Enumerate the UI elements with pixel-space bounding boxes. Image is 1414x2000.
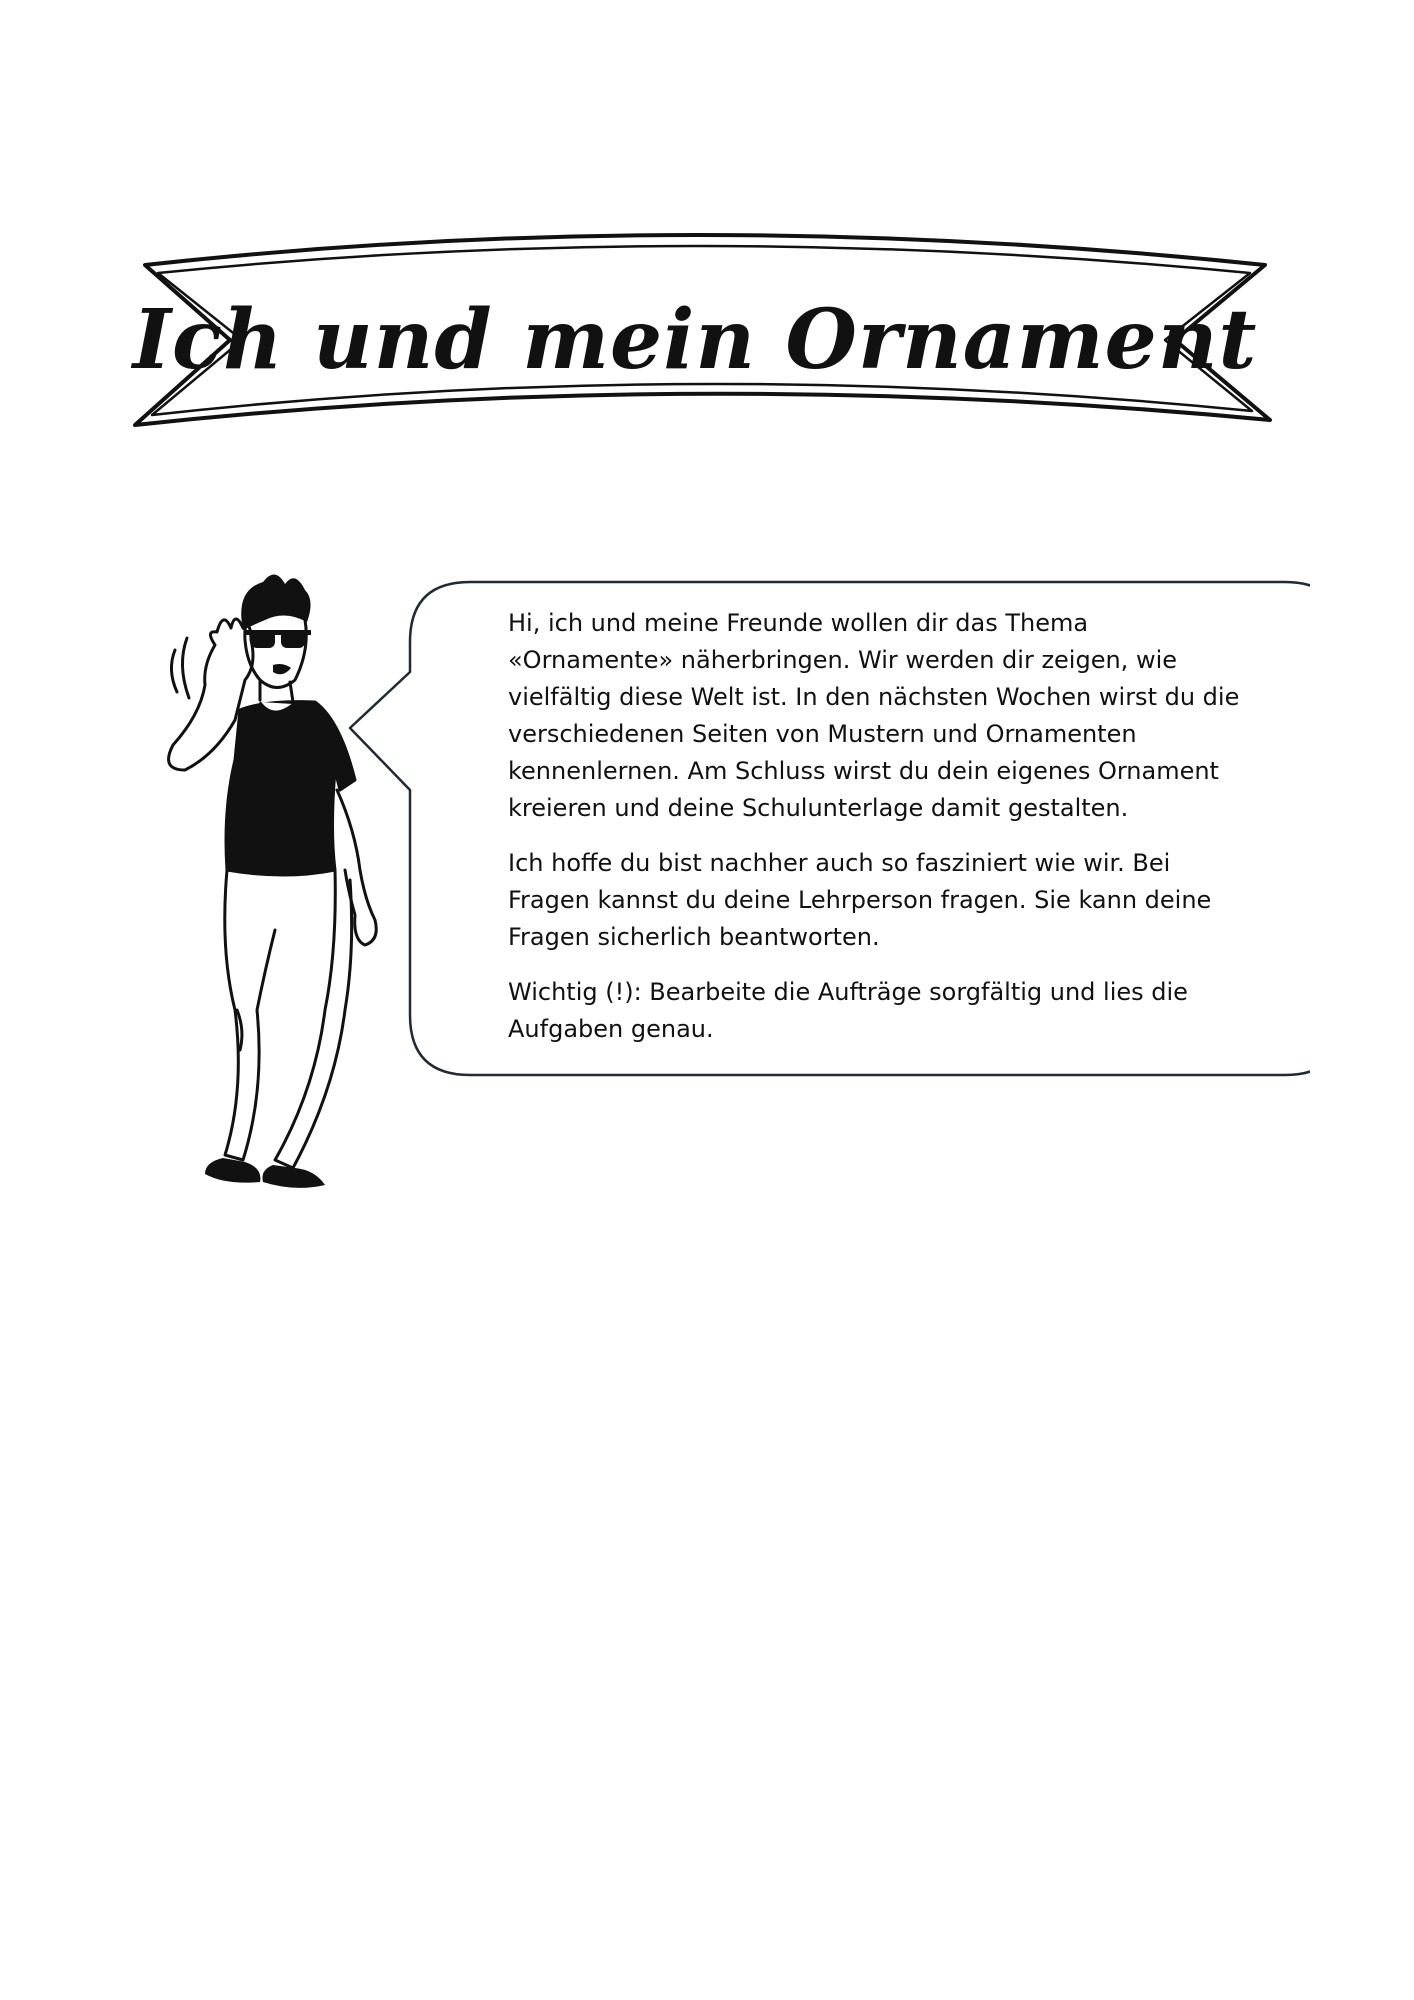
speech-bubble-text: [508, 605, 1248, 1066]
page-title: Ich und mein Ornament: [132, 292, 1258, 388]
hope-paragraph: Ich hoffe du bist nachher auch so fasziniert wie wir. Bei Fragen kannst du deine Lehrperson fragen. Sie kann deine Fragen sicherlich beantworten.: [508, 849, 1212, 951]
important-paragraph: Wichtig (!): Bearbeite die Aufträge sorgfältig und lies die Aufgaben genau.: [508, 978, 1188, 1043]
intro-paragraph: Hi, ich und meine Freunde wollen dir das Thema «Ornamente» näherbringen. Wir werden dir zeigen, wie vielfältig diese Welt ist. In den nächsten Wochen wirst du die verschiedenen Seiten von Mustern und Ornamenten kennenlernen. Am Schluss wirst du dein eigenes Ornament kreieren und deine Schulunterlage damit gestalten.: [508, 609, 1240, 822]
